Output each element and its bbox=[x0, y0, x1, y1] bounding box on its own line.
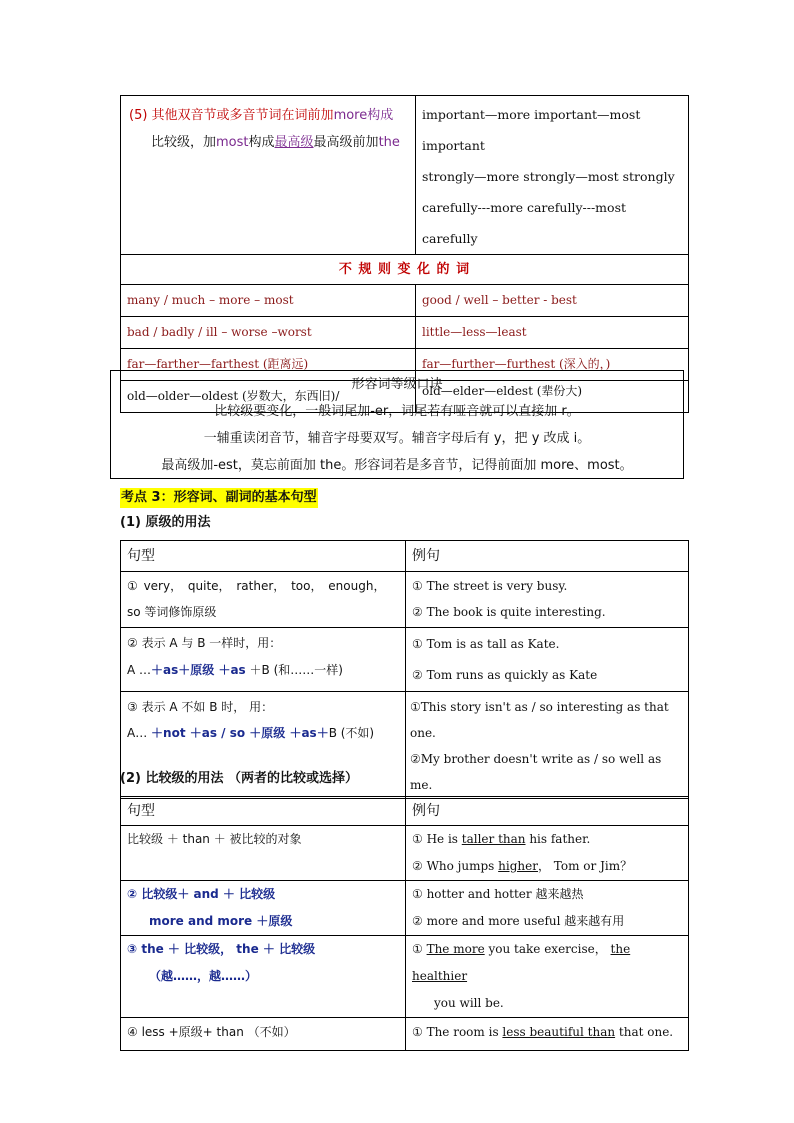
mnemonic-box bbox=[110, 370, 684, 479]
column-header: 例句 bbox=[406, 541, 689, 572]
subsection-1-title: (1) 原级的用法 bbox=[120, 515, 211, 530]
example-cell: ① The more you take exercise， the healthier you will be. bbox=[406, 936, 689, 1018]
mnemonic-line: 比较级要变化，一般词尾加-er，词尾若有哑音就可以直接加 r。 bbox=[214, 404, 580, 419]
rule-5-cell: (5) 其他双音节或多音节词在词前加more构成 比较级，加most构成最高级最高级前加the bbox=[121, 96, 416, 255]
rule-5-examples bbox=[416, 96, 689, 255]
example-cell: ① The street is very busy. ② The book is quite interesting. bbox=[406, 572, 689, 628]
subsection-2-title: (2) 比较级的用法 （两者的比较或选择） bbox=[120, 771, 358, 786]
pattern-cell: ④ less +原级+ than （不如） bbox=[121, 1018, 406, 1051]
example-cell: ①This story isn't as / so interesting as that one. ②My brother doesn't write as / so well as me. bbox=[406, 692, 689, 799]
example-cell: ① Tom is as tall as Kate. ② Tom runs as quickly as Kate bbox=[406, 628, 689, 692]
pattern-cell: ③ the ＋ 比较级， the ＋ 比较级 （越……，越……） bbox=[121, 936, 406, 1018]
column-header: 句型 bbox=[121, 797, 406, 826]
column-header: 句型 bbox=[121, 541, 406, 572]
irregular-title: 不 规 则 变 化 的 词 bbox=[121, 255, 689, 285]
irregular-comparison-table bbox=[120, 95, 689, 413]
pattern-cell: ② 比较级＋ and ＋ 比较级 more and more ＋原级 bbox=[121, 881, 406, 936]
pattern-cell: ③ 表示 A 不如 B 时， 用： A… ＋not ＋as / so ＋原级 ＋as＋B (不如) bbox=[121, 692, 406, 799]
table-cell: old—elder—eldest (辈份大) bbox=[416, 381, 689, 413]
example-cell: ① The room is less beautiful than that one. bbox=[406, 1018, 689, 1051]
table-cell: many / much – more – most bbox=[121, 285, 416, 317]
positive-degree-table bbox=[120, 540, 689, 799]
table-cell: bad / badly / ill – worse –worst bbox=[121, 317, 416, 349]
column-header: 例句 bbox=[406, 797, 689, 826]
section-3-title: 考点 3：形容词、副词的基本句型 bbox=[120, 488, 318, 508]
table-cell: good / well – better - best bbox=[416, 285, 689, 317]
example-line: strongly—more strongly—most strongly bbox=[422, 169, 675, 184]
table-cell: far—further—furthest (深入的，) bbox=[416, 349, 689, 381]
example-cell: ① hotter and hotter 越来越热 ② more and more useful 越来越有用 bbox=[406, 881, 689, 936]
mnemonic-title: 形容词等级口诀 bbox=[351, 377, 443, 392]
table-cell: old—older—oldest (岁数大，东西旧)/ bbox=[121, 381, 416, 413]
mnemonic-line: 一辅重读闭音节，辅音字母要双写。辅音字母后有 y，把 y 改成 i。 bbox=[203, 431, 591, 446]
table-cell: little—less—least bbox=[416, 317, 689, 349]
pattern-cell: ② 表示 A 与 B 一样时，用： A …＋as＋原级 ＋as ＋B (和……一样) bbox=[121, 628, 406, 692]
mnemonic-line: 最高级加-est，莫忘前面加 the。形容词若是多音节，记得前面加 more、most。 bbox=[161, 458, 633, 473]
example-cell: ① He is taller than his father. ② Who jumps higher， Tom or Jim？ bbox=[406, 826, 689, 881]
pattern-cell: 比较级 ＋ than ＋ 被比较的对象 bbox=[121, 826, 406, 881]
example-line: important—more important—most important bbox=[422, 107, 641, 153]
table-cell: far—farther—farthest (距离远) bbox=[121, 349, 416, 381]
comparative-degree-table bbox=[120, 796, 689, 1051]
pattern-cell: ① very， quite， rather， too， enough， so 等词修饰原级 bbox=[121, 572, 406, 628]
example-line: carefully---more carefully---most carefully bbox=[422, 200, 627, 246]
